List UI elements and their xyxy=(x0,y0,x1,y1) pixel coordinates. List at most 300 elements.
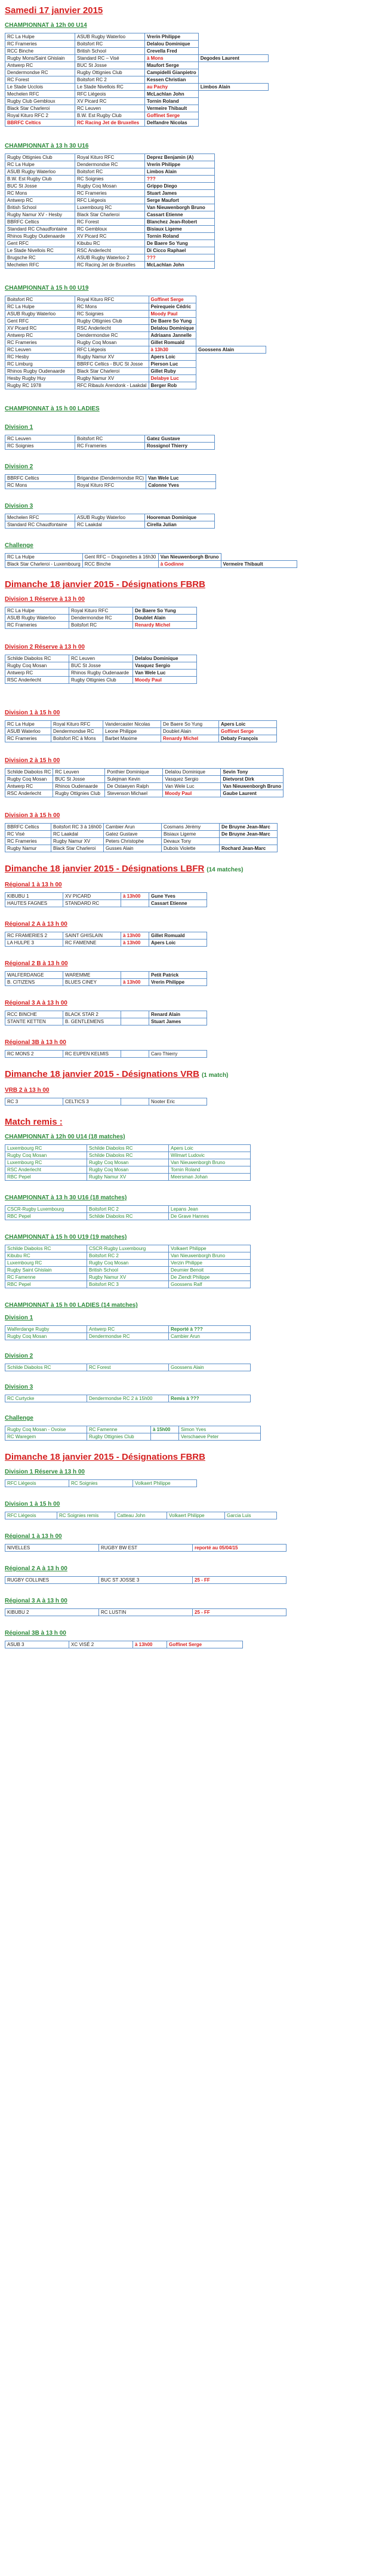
table-row xyxy=(5,482,216,489)
table-cell: Limbos Alain xyxy=(198,84,268,91)
table-row xyxy=(5,615,197,622)
table-cell: Schilde Diabolos RC xyxy=(87,1152,169,1159)
table-cell: ASUB Rugby Waterloo xyxy=(75,33,145,41)
subsection-title: Régional 2 A à 13 h 00 xyxy=(5,1565,67,1572)
table-row xyxy=(5,325,266,332)
table-cell: Walferdange Rugby xyxy=(5,1326,87,1333)
subsection-title: Division 1 Réserve à 13 h 00 xyxy=(5,596,85,603)
table-cell: 25 - FF xyxy=(193,1577,286,1584)
table-cell: Petit Patrick xyxy=(149,972,207,979)
table-cell: British School xyxy=(87,1267,169,1274)
section-title xyxy=(5,1451,377,1463)
subsection-title: CHAMPIONNAT à 12h 00 U14 (18 matches) xyxy=(5,1134,125,1140)
table-cell xyxy=(121,972,149,979)
table-cell: CSCR-Rugby Luxembourg xyxy=(87,1245,169,1252)
table-cell: Rugby Ottignies Club xyxy=(75,69,145,76)
spacer xyxy=(5,1343,377,1347)
match-table xyxy=(5,1395,251,1402)
table-cell: Dendermondse RC xyxy=(5,69,75,76)
table-cell: Renard Alain xyxy=(149,1011,207,1018)
spacer xyxy=(5,949,377,955)
subsection-title: VRB 2 à 13 h 00 xyxy=(5,1087,50,1094)
table-cell: RFC Liégeois xyxy=(75,197,145,204)
table-cell: Antwerp RC xyxy=(5,670,69,677)
table-cell: Gillet Ruby xyxy=(149,368,196,375)
table-cell: Boitsfort RC xyxy=(75,435,145,443)
table-cell: B. CITIZENS xyxy=(5,979,63,986)
table-row xyxy=(5,1326,251,1333)
table-row xyxy=(5,1166,251,1174)
table-cell: RFC Liégeois xyxy=(5,1512,57,1519)
match-table xyxy=(5,768,284,797)
table-cell: RBC Pepel xyxy=(5,1281,87,1288)
table-cell: RC Curtycke xyxy=(5,1395,87,1402)
table-cell: Brugsche RC xyxy=(5,254,75,262)
table-row xyxy=(5,112,269,119)
table-cell: Black Star Charleroi xyxy=(75,368,149,375)
table-row xyxy=(5,561,297,568)
table-cell: Ponthier Dominique xyxy=(105,769,163,776)
table-cell: Luxembourg RC xyxy=(5,1159,87,1166)
table-cell: RBC Pepel xyxy=(5,1213,87,1220)
table-row xyxy=(5,183,215,190)
table-cell: BUC St Josse xyxy=(69,662,133,670)
spacer xyxy=(5,452,377,458)
match-table xyxy=(5,1364,251,1371)
table-cell: BLACK STAR 2 xyxy=(63,1011,121,1018)
subsection-title: Division 1 Réserve à 13 h 00 xyxy=(5,1469,85,1475)
table-cell: Rugby Ottignies Club xyxy=(69,677,133,684)
spacer xyxy=(5,1108,377,1116)
table-cell: Schilde Diabolos RC xyxy=(5,769,53,776)
table-cell: Schilde Diabolos RC xyxy=(5,1364,87,1371)
table-cell xyxy=(151,1433,179,1441)
table-cell: Van Nieuwenborgh Bruno xyxy=(169,1252,251,1260)
table-cell: Deprez Benjamin (A) xyxy=(145,154,215,161)
table-cell: Kibubu RC xyxy=(5,1252,87,1260)
match-table xyxy=(5,553,297,568)
table-cell: RBC Pepel xyxy=(5,1174,87,1181)
table-cell: Volkaert Philippe xyxy=(133,1480,197,1487)
table-cell: B. GENTLEMENS xyxy=(63,1018,121,1026)
table-cell: Peirequeie Cédric xyxy=(149,303,196,311)
table-row xyxy=(5,677,197,684)
table-row xyxy=(5,382,266,389)
table-cell: Gatez Gustave xyxy=(103,831,161,838)
spacer xyxy=(5,1291,377,1297)
table-cell: RUGBY BW EST xyxy=(99,1545,193,1552)
table-cell: Black Star Charleroi xyxy=(75,211,145,219)
table-row xyxy=(5,254,215,262)
table-row xyxy=(5,845,278,852)
table-cell: RC Mons xyxy=(5,482,75,489)
table-row xyxy=(5,69,269,76)
table-row xyxy=(5,475,216,482)
table-cell: RC Famenne xyxy=(87,1426,151,1433)
table-cell: Doublet Alain xyxy=(161,728,219,735)
table-row xyxy=(5,900,207,907)
table-cell: Berger Rob xyxy=(149,382,196,389)
table-cell: Rugby Namur XV xyxy=(87,1274,169,1281)
table-cell: Rugby Club Gembloux xyxy=(5,98,75,105)
table-row xyxy=(5,247,215,254)
table-cell: Van Nieuwenborgh Bruno xyxy=(145,204,215,211)
table-cell: Gillet Romuald xyxy=(149,932,207,939)
table-cell: Goffinet Serge xyxy=(149,296,196,303)
table-cell: Antwerp RC xyxy=(5,332,75,339)
match-table xyxy=(5,1245,251,1288)
table-cell: De Baere So Yung xyxy=(161,721,219,728)
table-cell: Debaty François xyxy=(219,735,277,742)
table-cell: RC La Hulpe xyxy=(5,33,75,41)
table-cell: Van Nieuwenborgh Bruno xyxy=(221,783,284,790)
table-cell: Antwerp RC xyxy=(5,197,75,204)
section-title xyxy=(5,863,377,876)
table-cell: Cirella Julian xyxy=(145,521,215,529)
table-row xyxy=(5,655,197,662)
table-cell: CSCR-Rugby Luxembourg xyxy=(5,1206,87,1213)
table-cell: Renardy Michel xyxy=(161,735,219,742)
table-cell: Apers Loic xyxy=(169,1145,251,1152)
table-cell: Schilde Diabolos RC xyxy=(87,1213,169,1220)
table-cell: Royal Kituro RFC xyxy=(69,607,133,615)
table-cell: BBRFC Celtics xyxy=(5,119,75,127)
table-row xyxy=(5,1159,251,1166)
match-table xyxy=(5,514,215,529)
table-row xyxy=(5,105,269,112)
table-cell: Rugby Coq Mosan xyxy=(5,1152,87,1159)
table-cell: RC La Hulpe xyxy=(5,303,75,311)
table-cell: RC La Hulpe xyxy=(5,554,83,561)
table-cell: RC Forest xyxy=(5,76,75,84)
table-cell: Rugby Ottignies Club xyxy=(87,1433,151,1441)
table-cell: Rhinos Oudenaarde xyxy=(53,783,105,790)
table-cell: Stevenson Michael xyxy=(105,790,163,797)
table-cell: à 13h00 xyxy=(133,1641,167,1648)
table-cell: Delalou Dominique xyxy=(133,655,197,662)
table-cell: Rugby Namur XV xyxy=(75,375,149,382)
table-cell: Vrerin Philippe xyxy=(145,161,215,168)
table-row xyxy=(5,769,284,776)
table-cell: RC Frameries xyxy=(75,443,145,450)
table-cell: Kessen Christian xyxy=(145,76,199,84)
table-cell: Standard RC Chaudfontaine xyxy=(5,226,75,233)
table-cell: BBRFC Celtics xyxy=(5,824,51,831)
table-cell: Rugby Coq Mosan xyxy=(5,776,53,783)
match-table xyxy=(5,971,207,986)
spacer xyxy=(5,1183,377,1189)
match-table xyxy=(5,823,278,852)
table-cell: Dendermondse RC xyxy=(75,161,145,168)
spacer xyxy=(5,129,377,137)
subsection-title: CHAMPIONNAT à 13 h 30 U16 xyxy=(5,143,89,149)
table-row xyxy=(5,1018,207,1026)
table-cell: Peters Christophe xyxy=(103,838,161,845)
spacer xyxy=(5,910,377,916)
table-cell: Mechelen RFC xyxy=(5,262,75,269)
subsection-title: CHAMPIONNAT à 13 h 30 U16 (18 matches) xyxy=(5,1195,127,1201)
table-row xyxy=(5,375,266,382)
table-cell: Royal Kituro RFC xyxy=(75,296,149,303)
subsection-title: Division 3 à 15 h 00 xyxy=(5,812,60,819)
table-cell: Dubois Violette xyxy=(161,845,219,852)
table-row xyxy=(5,1274,251,1281)
table-cell: RFC Ribaulx Arendonk - Laakdal xyxy=(75,382,149,389)
spacer xyxy=(5,1405,377,1410)
table-cell: HAUTES FAGNES xyxy=(5,900,63,907)
subsection-title: Régional 3 A à 13 h 00 xyxy=(5,1598,67,1604)
table-cell: Goffinet Serge xyxy=(219,728,277,735)
page-root xyxy=(5,5,377,1651)
table-cell: Rhinos Rugby Oudenaarde xyxy=(5,368,75,375)
table-cell: Nooter Eric xyxy=(149,1098,207,1106)
table-row xyxy=(5,607,197,615)
spacer xyxy=(5,392,377,400)
table-cell: Caro Thierry xyxy=(149,1051,207,1058)
table-cell: Boitsfort RC 3 à 16h00 xyxy=(51,824,104,831)
table-cell: LA HULPE 3 xyxy=(5,939,63,947)
table-cell: Calonne Yves xyxy=(146,482,216,489)
table-row xyxy=(5,233,215,240)
table-cell: ASUB Rugby Waterloo xyxy=(75,514,145,521)
table-cell: Goossens Alain xyxy=(196,346,266,354)
table-cell: ASUB Rugby Waterloo xyxy=(5,615,69,622)
table-row xyxy=(5,670,197,677)
table-row xyxy=(5,1577,286,1584)
table-cell: Adriaans Jannelle xyxy=(149,332,196,339)
table-cell: RSC Anderlecht xyxy=(5,677,69,684)
table-row xyxy=(5,932,207,939)
table-cell: Brigandse (Dendermondse RC) xyxy=(75,475,146,482)
subsection-title: Régional 2 B à 13 h 00 xyxy=(5,960,68,967)
table-cell: RC Leuven xyxy=(53,769,105,776)
table-cell: Van Nieuwenborgh Bruno xyxy=(169,1159,251,1166)
match-table xyxy=(5,1098,207,1106)
table-row xyxy=(5,514,215,521)
subsection-title: Régional 3B à 13 h 00 xyxy=(5,1039,66,1046)
table-cell xyxy=(219,838,277,845)
table-cell: Delalou Dominique xyxy=(145,41,199,48)
table-cell: Rugby Coq Mosan xyxy=(5,662,69,670)
table-row xyxy=(5,790,284,797)
table-cell: Boitsfort RC xyxy=(5,296,75,303)
table-cell: Gune Yves xyxy=(149,893,207,900)
table-cell: RC Leuven xyxy=(5,435,75,443)
table-cell: Tornin Roland xyxy=(145,233,215,240)
table-cell: Dendermondse RC xyxy=(87,1333,169,1340)
table-cell: Antwerp RC xyxy=(5,62,75,69)
table-cell: Blanchez Jean-Robert xyxy=(145,219,215,226)
spacer xyxy=(5,686,377,704)
subsection-title: CHAMPIONNAT à 15 h 00 U19 xyxy=(5,285,89,291)
table-cell xyxy=(121,1051,149,1058)
table-cell: Boitsfort RC 2 xyxy=(87,1206,169,1213)
table-cell: RC Laakdal xyxy=(75,521,145,529)
table-cell: Rugby Namur XV xyxy=(75,354,149,361)
table-cell: Cambier Arun xyxy=(169,1333,251,1340)
spacer xyxy=(5,416,377,419)
table-cell: Rugby Namur xyxy=(5,845,51,852)
spacer xyxy=(5,1060,377,1069)
table-cell: Apers Loic xyxy=(149,354,196,361)
table-cell: Boitsfort RC 2 xyxy=(75,76,145,84)
table-cell: Van Wele Luc xyxy=(163,783,221,790)
table-cell: KIBUBU 2 xyxy=(5,1609,99,1616)
table-cell: Cosmans Jérémy xyxy=(161,824,219,831)
table-cell xyxy=(121,1011,149,1018)
table-row xyxy=(5,161,215,168)
table-cell: Catteau John xyxy=(115,1512,167,1519)
table-cell: Van Wele Luc xyxy=(146,475,216,482)
table-cell: Rugby Coq Mosan - Ovoise xyxy=(5,1426,87,1433)
table-cell: De Ziendt Philippe xyxy=(169,1274,251,1281)
section-title-text: Match remis : xyxy=(5,1117,63,1127)
subsection-title: Division 2 Réserve à 13 h 00 xyxy=(5,644,85,650)
table-cell: RC La Hulpe xyxy=(5,607,69,615)
table-cell: 25 - FF xyxy=(193,1609,286,1616)
table-cell: British School xyxy=(75,48,145,55)
match-table xyxy=(5,1512,277,1519)
table-cell: Rugby Coq Mosan xyxy=(87,1159,169,1166)
spacer xyxy=(5,1619,377,1625)
match-table xyxy=(5,1426,261,1441)
table-row xyxy=(5,226,215,233)
table-row xyxy=(5,443,215,450)
table-row xyxy=(5,1609,286,1616)
section-title xyxy=(5,5,377,17)
table-cell: Moody Paul xyxy=(133,677,197,684)
table-cell: De Ostaeyen Ralph xyxy=(105,783,163,790)
table-row xyxy=(5,211,215,219)
table-cell: RC Soignies xyxy=(5,443,75,450)
table-row xyxy=(5,1512,277,1519)
table-row xyxy=(5,1011,207,1018)
table-cell: à 13h00 xyxy=(121,939,149,947)
table-row xyxy=(5,1395,251,1402)
table-cell: RSC Anderlecht xyxy=(75,325,149,332)
table-cell: Royal Kituro RFC xyxy=(75,482,146,489)
table-cell: Doublet Alain xyxy=(133,615,197,622)
table-cell: RC FRAMERIES 2 xyxy=(5,932,63,939)
table-row xyxy=(5,1174,251,1181)
table-cell: Apers Loic xyxy=(149,939,207,947)
table-cell: Goffinet Serge xyxy=(167,1641,243,1648)
table-cell: McLachlan John xyxy=(145,262,215,269)
table-row xyxy=(5,84,269,91)
table-row xyxy=(5,1545,286,1552)
table-cell: Boitsfort RC à Mons xyxy=(51,735,103,742)
table-row xyxy=(5,521,215,529)
table-cell: BUC ST JOSSE 3 xyxy=(99,1577,193,1584)
table-row xyxy=(5,48,269,55)
table-cell: RC Famenne xyxy=(5,1274,87,1281)
table-cell: BUC St Josse xyxy=(75,62,145,69)
subsection-title: Challenge xyxy=(5,1415,33,1421)
table-cell: XV Picard RC xyxy=(75,98,145,105)
table-cell: Gent RFC – Dragonettes à 16h30 xyxy=(82,554,158,561)
table-cell: Luxembourg RC xyxy=(5,1260,87,1267)
table-cell: Black Star Charleroi - Luxembourg xyxy=(5,561,83,568)
table-cell: XC VISÉ 2 xyxy=(69,1641,133,1648)
table-cell: Rhinos Rugby Oudenaarde xyxy=(5,233,75,240)
table-cell: ASUB 3 xyxy=(5,1641,69,1648)
table-cell: Rugby Namur XV xyxy=(51,838,104,845)
section-title-text: Dimanche 18 janvier 2015 - Désignations VRB xyxy=(5,1069,199,1079)
table-row xyxy=(5,262,215,269)
table-cell: RCC Binche xyxy=(5,48,75,55)
section-title-text: Samedi 17 janvier 2015 xyxy=(5,5,103,16)
table-cell: à Mons xyxy=(145,55,199,62)
spacer xyxy=(5,1223,377,1229)
table-cell: Limbos Alain xyxy=(145,168,215,176)
table-cell: Stuart James xyxy=(145,190,215,197)
table-cell: WALFERDANGE xyxy=(5,972,63,979)
table-row xyxy=(5,554,297,561)
subsection-title: Division 2 xyxy=(5,1353,33,1359)
table-cell: Dendermondse RC xyxy=(51,728,103,735)
table-row xyxy=(5,1098,207,1106)
table-row xyxy=(5,339,266,346)
table-cell: Bisiaux Ligeme xyxy=(145,226,215,233)
table-cell: McLachlan John xyxy=(145,91,199,98)
match-table xyxy=(5,1641,243,1648)
table-cell: Standard RC – Visé xyxy=(75,55,145,62)
match-table xyxy=(5,655,197,684)
table-cell: Antwerp RC xyxy=(5,783,53,790)
table-row xyxy=(5,240,215,247)
match-table xyxy=(5,33,269,127)
table-cell: RFC Liégeois xyxy=(75,91,145,98)
table-row xyxy=(5,98,269,105)
table-cell: Moody Paul xyxy=(149,311,196,318)
subsection-title: Régional 3 A à 13 h 00 xyxy=(5,1000,67,1006)
table-cell: Rochard Jean-Marc xyxy=(219,845,277,852)
table-cell: NIVELLES xyxy=(5,1545,99,1552)
subsection-title: CHAMPIONNAT à 15 h 00 LADIES (14 matches) xyxy=(5,1302,138,1309)
spacer xyxy=(5,1522,377,1528)
table-row xyxy=(5,1333,251,1340)
table-cell: BLUES CINEY xyxy=(63,979,121,986)
table-cell: Dietvorst Dirk xyxy=(221,776,284,783)
table-cell: RC Soignies xyxy=(75,311,149,318)
table-row xyxy=(5,311,266,318)
table-row xyxy=(5,368,266,375)
table-cell: Moody Paul xyxy=(163,790,221,797)
table-cell: Van Wele Luc xyxy=(133,670,197,677)
match-table xyxy=(5,1608,286,1616)
table-cell: RFC Liégeois xyxy=(75,346,149,354)
table-cell: Rugby Saint Ghislain xyxy=(5,1267,87,1274)
table-cell: Serge Maufort xyxy=(145,197,215,204)
section-title-note: (14 matches) xyxy=(207,867,244,873)
spacer xyxy=(5,570,377,579)
table-cell: à 13h00 xyxy=(121,932,149,939)
table-cell: Degodes Laurent xyxy=(198,55,268,62)
table-cell: Vermeire Thibault xyxy=(221,561,297,568)
table-cell: Le Stade Nivellois RC xyxy=(75,84,145,91)
table-cell: B.W. Est Rugby Club xyxy=(5,176,75,183)
table-row xyxy=(5,972,207,979)
table-row xyxy=(5,303,266,311)
subsection-title: Régional 2 A à 13 h 00 xyxy=(5,921,67,928)
table-row xyxy=(5,296,266,303)
table-cell: Dendermondse RC 2 à 15h00 xyxy=(87,1395,169,1402)
table-cell: RC Forest xyxy=(87,1364,169,1371)
table-cell: BBRFC Celtics xyxy=(5,219,75,226)
table-cell: RC Mons xyxy=(75,303,149,311)
table-cell: Crevella Fred xyxy=(145,48,199,55)
table-cell: BBRFC Celtics xyxy=(5,475,75,482)
